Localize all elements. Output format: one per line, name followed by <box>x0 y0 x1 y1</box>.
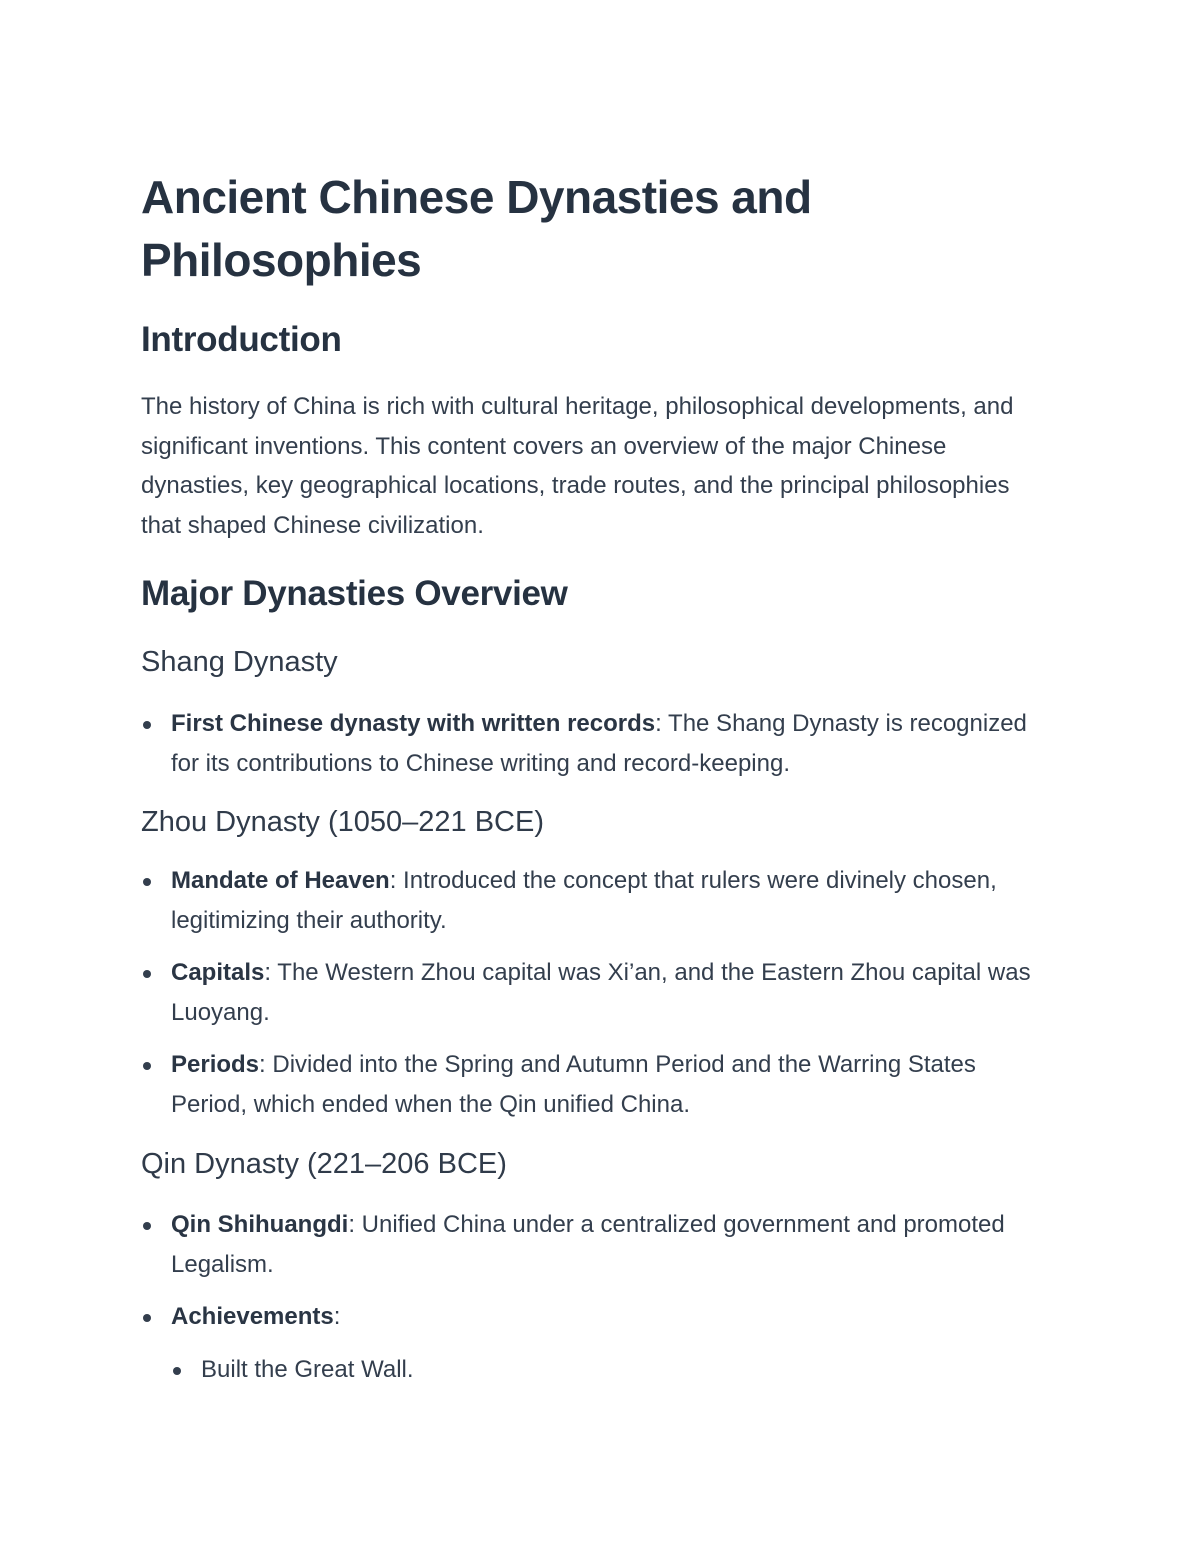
zhou-dynasty-list <box>141 861 1041 1124</box>
dynasties-overview-heading: Major Dynasties Overview <box>141 574 568 613</box>
shang-dynasty-heading: Shang Dynasty <box>141 646 338 678</box>
shang-dynasty-list <box>141 704 1041 783</box>
list-item-separator: : <box>655 710 662 737</box>
bullet-icon <box>143 878 151 886</box>
list-item-term: First Chinese dynasty with written records <box>171 710 656 737</box>
list-item-separator: : <box>259 1051 266 1078</box>
list-item-separator: : <box>348 1211 355 1238</box>
bullet-icon <box>143 1062 151 1070</box>
list-item-text: The Shang Dynasty is recognized for its contributions to Chinese writing and record-keeping. <box>171 710 1027 777</box>
list-item-term: Qin Shihuangdi <box>171 1211 349 1238</box>
list-item-separator: : <box>389 867 397 894</box>
list-item-text: Divided into the Spring and Autumn Period and the Warring States Period, which ended when the Qin unified China. <box>171 1051 976 1118</box>
list-item <box>141 1297 1041 1389</box>
list-item <box>141 1205 1041 1284</box>
bullet-icon <box>143 1314 151 1322</box>
list-item-separator: : <box>264 959 272 986</box>
list-item-text: Introduced the concept that rulers were divinely chosen, legitimizing their authority. <box>171 867 997 934</box>
list-item-text: Built the Great Wall. <box>201 1355 414 1383</box>
list-item-separator: : <box>333 1303 341 1330</box>
bullet-icon <box>173 1367 181 1375</box>
introduction-paragraph: The history of China is rich with cultural heritage, philosophical developments, and significant inventions. This content covers an overview of the major Chinese dynasties, key geographical locations, trade routes, and the principal philosophies that shaped Chinese civilization. <box>141 393 1014 539</box>
list-item-text: The Western Zhou capital was Xi’an, and the Eastern Zhou capital was Luoyang. <box>171 959 1031 1026</box>
list-item-term: Achievements <box>171 1303 334 1330</box>
list-item-term: Periods <box>171 1051 260 1078</box>
bullet-icon <box>143 721 151 729</box>
list-item-text: Unified China under a centralized government and promoted Legalism. <box>171 1211 1005 1278</box>
list-item <box>141 704 1041 783</box>
introduction-heading: Introduction <box>141 320 342 359</box>
list-item-term: Capitals <box>171 959 265 986</box>
list-item <box>141 861 1041 940</box>
zhou-dynasty-heading: Zhou Dynasty (1050–221 BCE) <box>141 806 544 838</box>
bullet-icon <box>143 970 151 978</box>
bullet-icon <box>143 1222 151 1230</box>
list-item <box>171 1350 1041 1390</box>
achievements-sublist <box>171 1350 1041 1390</box>
qin-dynasty-heading: Qin Dynasty (221–206 BCE) <box>141 1148 507 1180</box>
document-title: Ancient Chinese Dynasties and Philosophies <box>141 171 812 286</box>
list-item-term: Mandate of Heaven <box>171 867 390 894</box>
list-item <box>141 953 1041 1032</box>
list-item <box>141 1045 1041 1124</box>
qin-dynasty-list <box>141 1205 1041 1389</box>
